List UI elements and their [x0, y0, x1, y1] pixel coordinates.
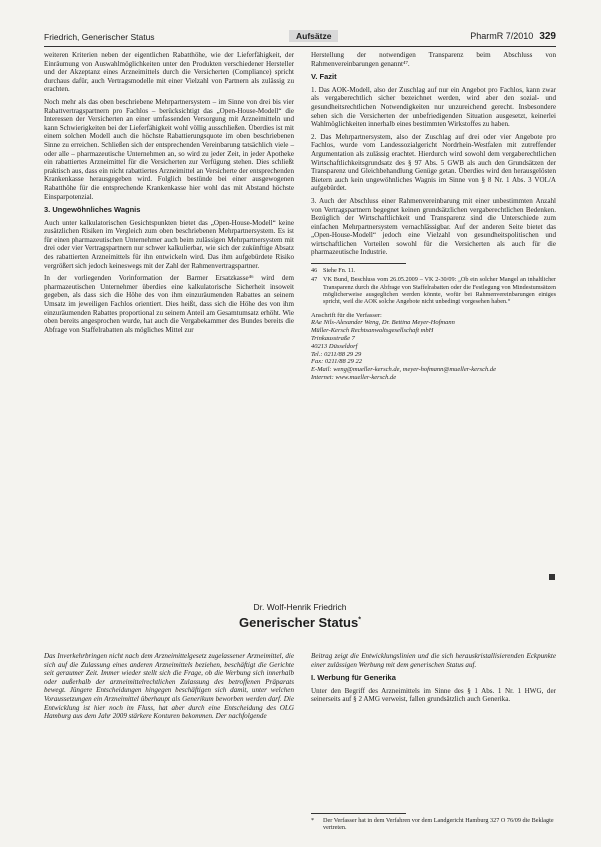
right-column — [311, 51, 556, 382]
end-of-article-square — [549, 574, 555, 580]
paragraph: Auch unter kalkulatorischen Gesichtspunkten bietet das „Open-House-Modell“ keine zusätzlichen Risiken im Vergleich zum oben beschriebenen Mehrpartnersystem. Es ist für einen pharmazeutischen Unternehmer auch beim zulässigen Mehrpartnersystem mit drei oder vier Vertragspartnern nur schwer kalkulierbar, wie sich der zukünftige Absatz des rabattierten Arzneimittels für ihn entwickeln wird. Das ihm aufgebürdete Risiko vergrößert sich jedoch keineswegs mit der Zahl der Rahmenvertragspartner. — [44, 218, 294, 270]
footnote-number: * — [311, 817, 315, 824]
running-header — [44, 30, 556, 44]
paragraph: Noch mehr als das oben beschriebene Mehrpartnersystem – im Sinne von drei bis vier Rabattvertragspartnern pro Fachlos – berücksichtigt das „Open-House-Modell“ die Interessen der Versicherten an einer umfassenden Versorgung mit Arzneimitteln und kann Schwierigkeiten bei der Lieferfähigkeit wohl völlig ausschließen. Überdies ist mit einem solchen Modell auch die höchste Rabattierungsquote im oben beschriebenen Sinne zu erreichen. Schließen sich der entsprechenden Vereinbarung tatsächlich viele – oder alle – pharmazeutische Unternehmen an, so wird zu jeder Zeit, in jeder Apotheke ein rabattiertes Arzneimittel für die Versicherten zur Verfügung stehen. Dies schließt praktisch aus, dass ein nicht rabattiertes Arzneimittel an Versicherte der entsprechenden Krankenkasse herausgegeben wird. Folglich bestünde bei einer ausgewogenen Rabatthöhe für die entsprechende Krankenkasse hier wohl das mit Abstand höchste Einsparpotenzial. — [44, 97, 294, 201]
author-address — [311, 312, 556, 382]
paragraph: In der vorliegenden Vorinformation der Barmer Ersatzkasse⁴⁶ wird dem pharmazeutischen Unternehmer überdies eine kalkulatorische Sicherheit insoweit gegeben, als dass sich die Höhe des von ihm einzuräumenden Rabattes an seinem Umsatz im jeweiligen Fachlos orientiert. Dies heißt, dass sich die Höhe des von ihm einzuräumenden Rabattes proportional zu seinem Anteil am Gesamtumsatz erhöht. Wie oben bereits angesprochen wurde, hat auch die Vergabekammer des Bundes bereits die Abfrage von Staffelrabatten als mögliches Mittel zur — [44, 274, 294, 334]
footnote — [311, 276, 556, 305]
section-heading: I. Werbung für Generika — [311, 673, 396, 683]
paragraph: 2. Das Mehrpartnersystem, also der Zuschlag auf drei oder vier Angebote pro Fachlos, wurde vom Landessozialgericht Nordrhein-Westfalen mit zutreffender Argumentation als zulässig erachtet. Hierdurch wird sowohl dem vergaberechtlichen Wirtschaftlichkeitsgrundsatz des § 97 Abs. 5 GWB als auch den Grundsätzen der Transparenz und Gleichbehandlung Genüge getan. Überdies wird den herausgelösten Bietern auch kein ungewöhnliches Wagnis im Sinne von § 8 Nr. 1 Abs. 3 VOL/A aufgebürdet. — [311, 132, 556, 193]
section-heading: V. Fazit — [311, 72, 337, 82]
paragraph: 3. Auch der Abschluss einer Rahmenvereinbarung mit einer unbestimmten Anzahl von Vertragspartnern begegnet keinen grundsätzlichen vergaberechtlichen Bedenken. Bezüglich der Wirtschaftlichkeit und Transparenz sind die Unterschiede zum einfachen Mehrpartnersystem vernachlässigbar. Auf der anderen Seite bietet das „Open-House-Modell“ jedoch eine Vielzahl von gesundheitspolitischen und wirtschaftlichen Vorteilen sowohl für die Versicherten als auch für die pharmazeutische Industrie. — [311, 196, 556, 257]
section-tab: Aufsätze — [289, 30, 338, 42]
article-abstract-right: Beitrag zeigt die Entwicklungslinien und die sich herauskristallisierenden Eckpunkte einer zulässigen Werbung mit dem generischen Status auf. — [311, 652, 556, 669]
article-abstract-left: Das Inverkehrbringen nicht nach dem Arzneimittelgesetz zugelassener Arzneimittel, die sich auf die Zulassung eines anderen Arzneimittels beziehen, beschäftigt die Gerichte seit geraumer Zeit. Immer wieder stellt sich die Frage, ob die Werbung sich innerhalb oder außerhalb der arzneimittelrechtlichen Zulassung des betroffenen Präparats bewegt. Jüngere Entscheidungen hingegen beschäftigen sich damit, unter welchen Voraussetzungen ein Arzneimittel überhaupt als Generikum beworben werden darf. Die Entwicklung ist hier noch im Fluss, hat aber durch eine Entscheidung des OLG Hamburg aus dem Jahr 2009 stärkere Konturen bekommen. Der nachfolgende — [44, 652, 294, 721]
page-number: 329 — [539, 31, 556, 42]
footnote-text: Der Verfasser hat in dem Verfahren vor dem Landgericht Hamburg 327 O 76/09 die Beklagte vertreten. — [323, 817, 554, 832]
address-label: Anschrift für die Verfasser: — [311, 311, 382, 319]
address-line: E-Mail: weng@mueller-kersch.de, meyer-hofmann@mueller-kersch.de — [311, 366, 497, 374]
journal-issue — [470, 31, 556, 42]
address-line: Trinkausstraße 7 — [311, 334, 355, 342]
paragraph: 1. Das AOK-Modell, also der Zuschlag auf nur ein Angebot pro Fachlos, kann zwar als vergaberechtlich sicher bezeichnet werden, wird aber den sozial- und gesundheitsrechtlichen Notwendigkeiten nur unzureichend gerecht. Insbesondere sehen sich die Versicherten der unbefriedigenden Situation ausgesetzt, keinerlei Wahlmöglichkeiten innerhalb eines bestimmten Wirkstoffes zu haben. — [311, 85, 556, 129]
journal-name: PharmR 7/2010 — [470, 31, 534, 41]
footnote-text: Siehe Fn. 11. — [323, 267, 356, 275]
article-footnote-block — [311, 807, 556, 834]
footnote-number: 46 — [311, 267, 318, 275]
title-footnote-mark: * — [358, 616, 361, 624]
left-column — [44, 51, 294, 338]
address-line: RAe Nils-Alexander Weng, Dr. Bettina Meyer-Hofmann — [311, 319, 455, 327]
address-line: Internet: www.mueller-kersch.de — [311, 373, 397, 381]
paragraph: weiteren Kriterien neben der eigentlichen Rabatthöhe, wie der Lieferfähigkeit, der Einräumung von Auswahlmöglichkeiten unter den Produkten verschiedener Hersteller und der Akzeptanz eines Arzneimittels durch die Versicherten (Compliance) spricht durchaus dafür, auch Vertragsmodelle mit einer Vielzahl von Partnern als zulässig zu erachten. — [44, 51, 294, 94]
footnote-text: VK Bund, Beschluss vom 26.05.2009 – VK 2-30/09: „Ob ein solcher Mangel an inhaltlicher Transparenz durch die Abfrage von Staffelrabatten oder die Festlegung von Mindestumsätzen möglicherweise ausgeglichen werden könnte, wofür bei Rahmenvereinbarungen einiges spricht, weil die AOK solche Angebote nicht unbedingt vorgesehen haben.“ — [323, 276, 556, 306]
paragraph: Herstellung der notwendigen Transparenz beim Abschluss von Rahmenvereinbarungen genannt⁴⁷. — [311, 51, 556, 68]
header-rule — [44, 46, 556, 47]
article-author: Dr. Wolf-Henrik Friedrich — [253, 602, 347, 612]
footnote — [311, 267, 556, 274]
article-title — [44, 615, 556, 630]
running-title: Friedrich, Generischer Status — [44, 32, 155, 42]
address-line: Fax: 0211/88 29 22 — [311, 358, 362, 366]
article-title-text: Generischer Status — [239, 615, 359, 630]
address-line: 40213 Düsseldorf — [311, 342, 358, 350]
paragraph: Unter den Begriff des Arzneimittels im Sinne des § 1 Abs. 1 Nr. 1 HWG, der seinerseits auf § 2 AMG verweist, fallen grundsätzlich auch Generika. — [311, 686, 556, 704]
address-line: Tel.: 0211/88 29 29 — [311, 350, 362, 358]
new-article — [44, 602, 556, 832]
footnote — [311, 817, 556, 832]
footnote-rule — [311, 813, 406, 814]
section-heading: 3. Ungewöhnliches Wagnis — [44, 205, 141, 215]
footnote-number: 47 — [311, 276, 318, 284]
footnote-rule — [311, 263, 406, 264]
address-line: Müller-Kersch Rechtsanwaltsgesellschaft mbH — [311, 327, 434, 335]
article-right-column — [311, 652, 556, 708]
